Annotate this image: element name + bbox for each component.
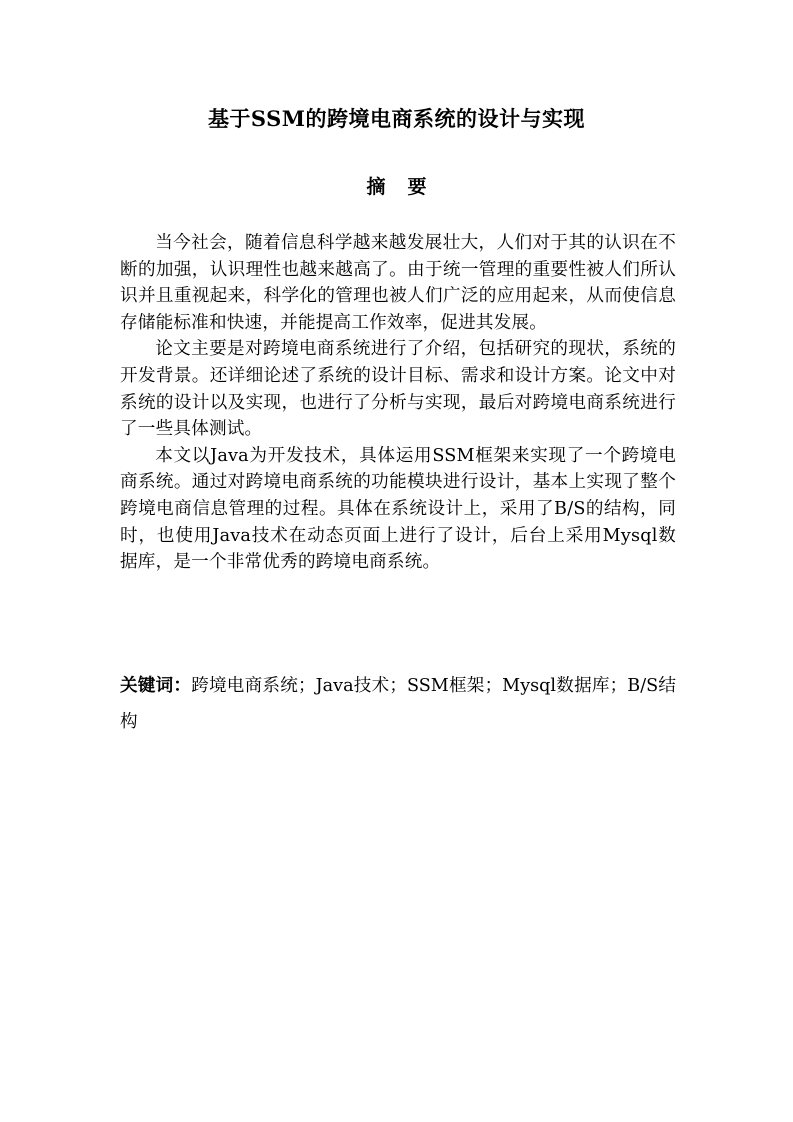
page-title: 基于SSM的跨境电商系统的设计与实现 bbox=[207, 106, 586, 131]
abstract-heading: 摘要 bbox=[366, 176, 449, 198]
abstract-body bbox=[120, 230, 676, 576]
abstract-paragraph-1: 当今社会，随着信息科学越来越发展壮大，人们对于其的认识在不断的加强，认识理性也越来越高了。由于统一管理的重要性被人们所认识并且重视起来，科学化的管理也被人们广泛的应用起来，从而使信息存储能标准和快速，并能提高工作效率，促进其发展。 bbox=[120, 233, 676, 333]
keywords-text: 跨境电商系统；Java技术；SSM框架；Mysql数据库；B/S结构 bbox=[120, 676, 676, 732]
abstract-paragraph-3: 本文以Java为开发技术，具体运用SSM框架来实现了一个跨境电商系统。通过对跨境电商系统的功能模块进行设计，基本上实现了整个跨境电商信息管理的过程。具体在系统设计上，采用了B/S的结构，同时，也使用Java技术在动态页面上进行了设计，后台上采用Mysql数据库，是一个非常优秀的跨境电商系统。 bbox=[120, 445, 676, 573]
keywords-line bbox=[120, 668, 676, 740]
abstract-paragraph-2: 论文主要是对跨境电商系统进行了介绍，包括研究的现状，系统的开发背景。还详细论述了系统的设计目标、需求和设计方案。论文中对系统的设计以及实现，也进行了分析与实现，最后对跨境电商系统进行了一些具体测试。 bbox=[120, 339, 676, 440]
keywords-label: 关键词： bbox=[120, 675, 192, 696]
